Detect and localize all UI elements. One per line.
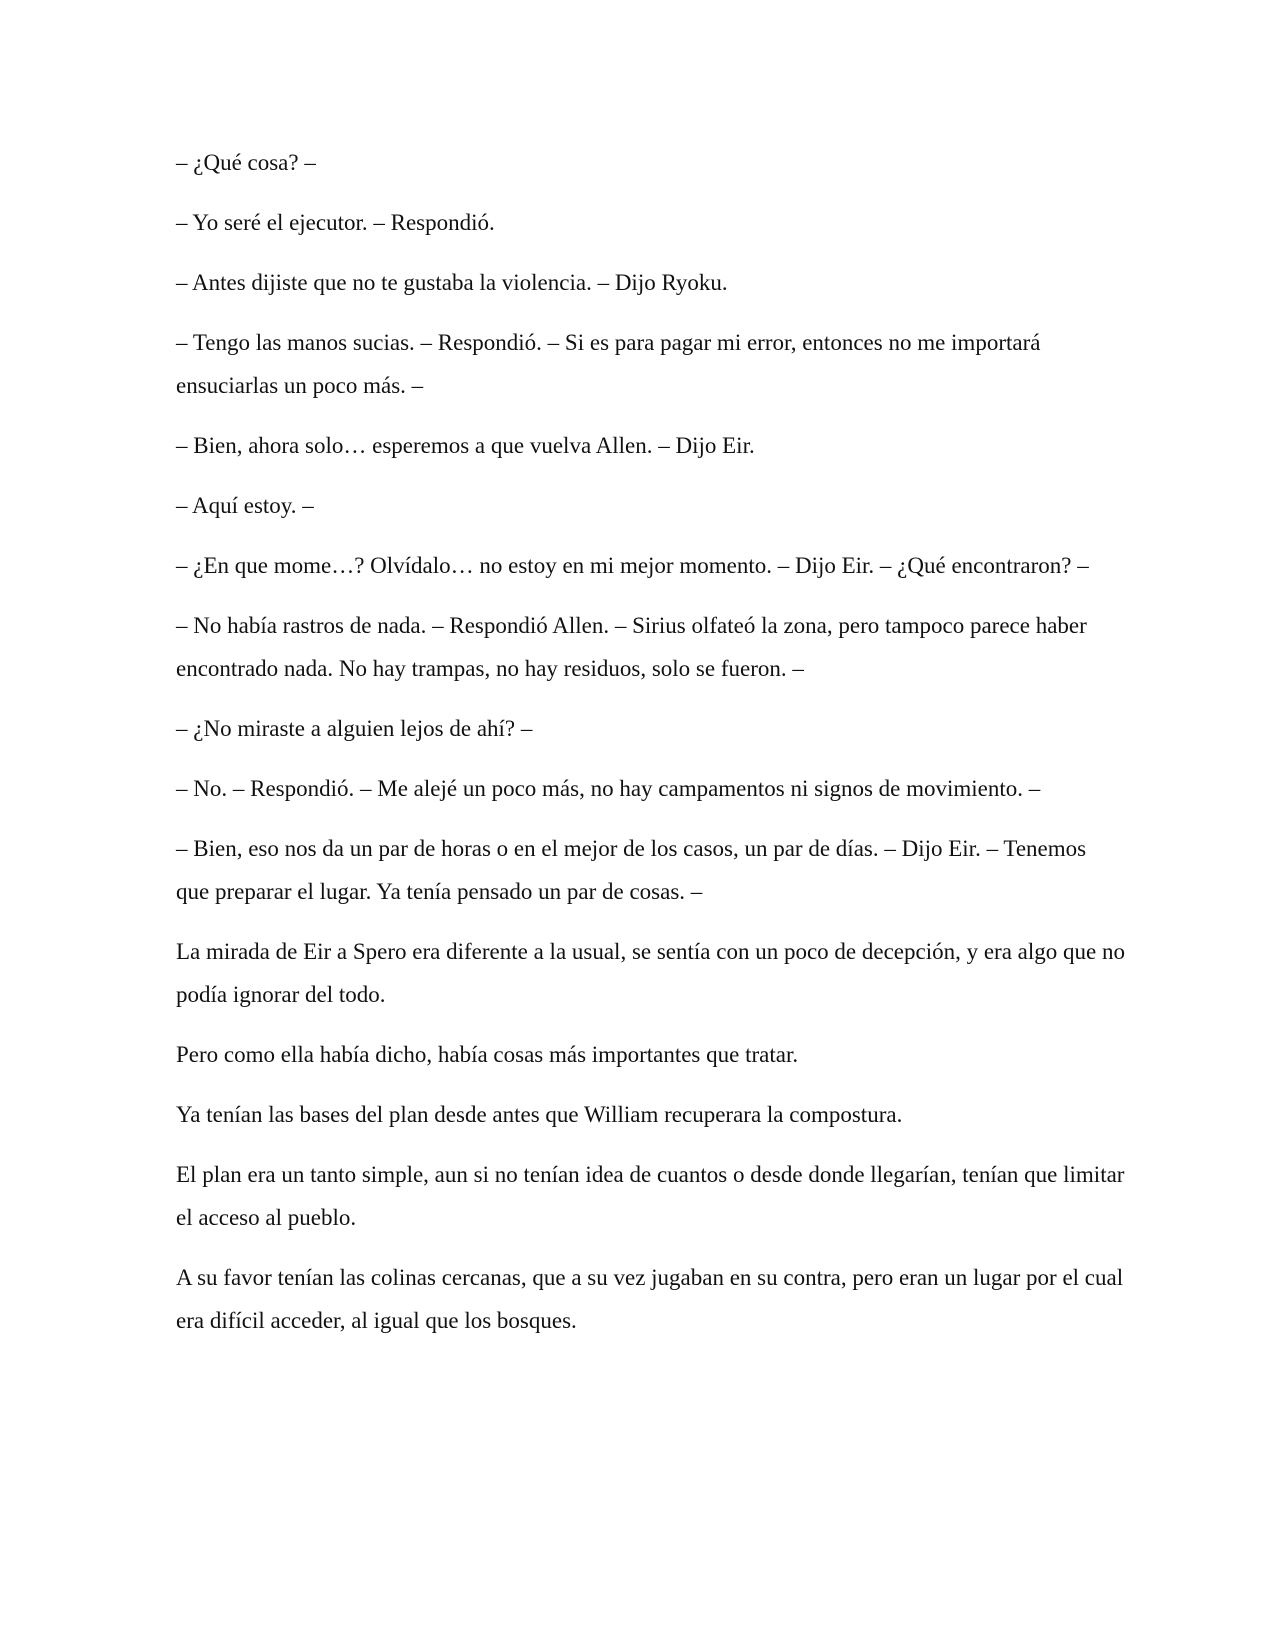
paragraph: – ¿En que mome…? Olvídalo… no estoy en mi mejor momento. – Dijo Eir. – ¿Qué encontraron? – <box>176 553 1089 578</box>
paragraph: – Antes dijiste que no te gustaba la violencia. – Dijo Ryoku. <box>176 270 728 295</box>
paragraph: – Tengo las manos sucias. – Respondió. – Si es para pagar mi error, entonces no me importará ensuciarlas un poco más. – <box>176 330 1047 398</box>
paragraph: – Bien, ahora solo… esperemos a que vuelva Allen. – Dijo Eir. <box>176 433 755 458</box>
paragraph: A su favor tenían las colinas cercanas, que a su vez jugaban en su contra, pero eran un lugar por el cual era difícil acceder, al igual que los bosques. <box>176 1265 1129 1333</box>
paragraph: – No. – Respondió. – Me alejé un poco más, no hay campamentos ni signos de movimiento. – <box>176 776 1041 801</box>
paragraph: Pero como ella había dicho, había cosas más importantes que tratar. <box>176 1042 799 1067</box>
paragraph: Ya tenían las bases del plan desde antes que William recuperara la compostura. <box>176 1102 903 1127</box>
paragraph: – No había rastros de nada. – Respondió Allen. – Sirius olfateó la zona, pero tampoco parece haber encontrado nada. No hay trampas, no hay residuos, solo se fueron. – <box>176 613 1093 681</box>
paragraph: El plan era un tanto simple, aun si no tenían idea de cuantos o desde donde llegarían, tenían que limitar el acceso al pueblo. <box>176 1162 1131 1230</box>
paragraph: – Aquí estoy. – <box>176 493 314 518</box>
paragraph: – ¿Qué cosa? – <box>176 150 316 175</box>
paragraph: La mirada de Eir a Spero era diferente a la usual, se sentía con un poco de decepción, y era algo que no podía ignorar del todo. <box>176 939 1131 1007</box>
paragraph: – Yo seré el ejecutor. – Respondió. <box>176 210 495 235</box>
paragraph: – Bien, eso nos da un par de horas o en el mejor de los casos, un par de días. – Dijo Eir. – Tenemos que preparar el lugar. Ya tenía pensado un par de cosas. – <box>176 836 1092 904</box>
paragraph: – ¿No miraste a alguien lejos de ahí? – <box>176 716 533 741</box>
